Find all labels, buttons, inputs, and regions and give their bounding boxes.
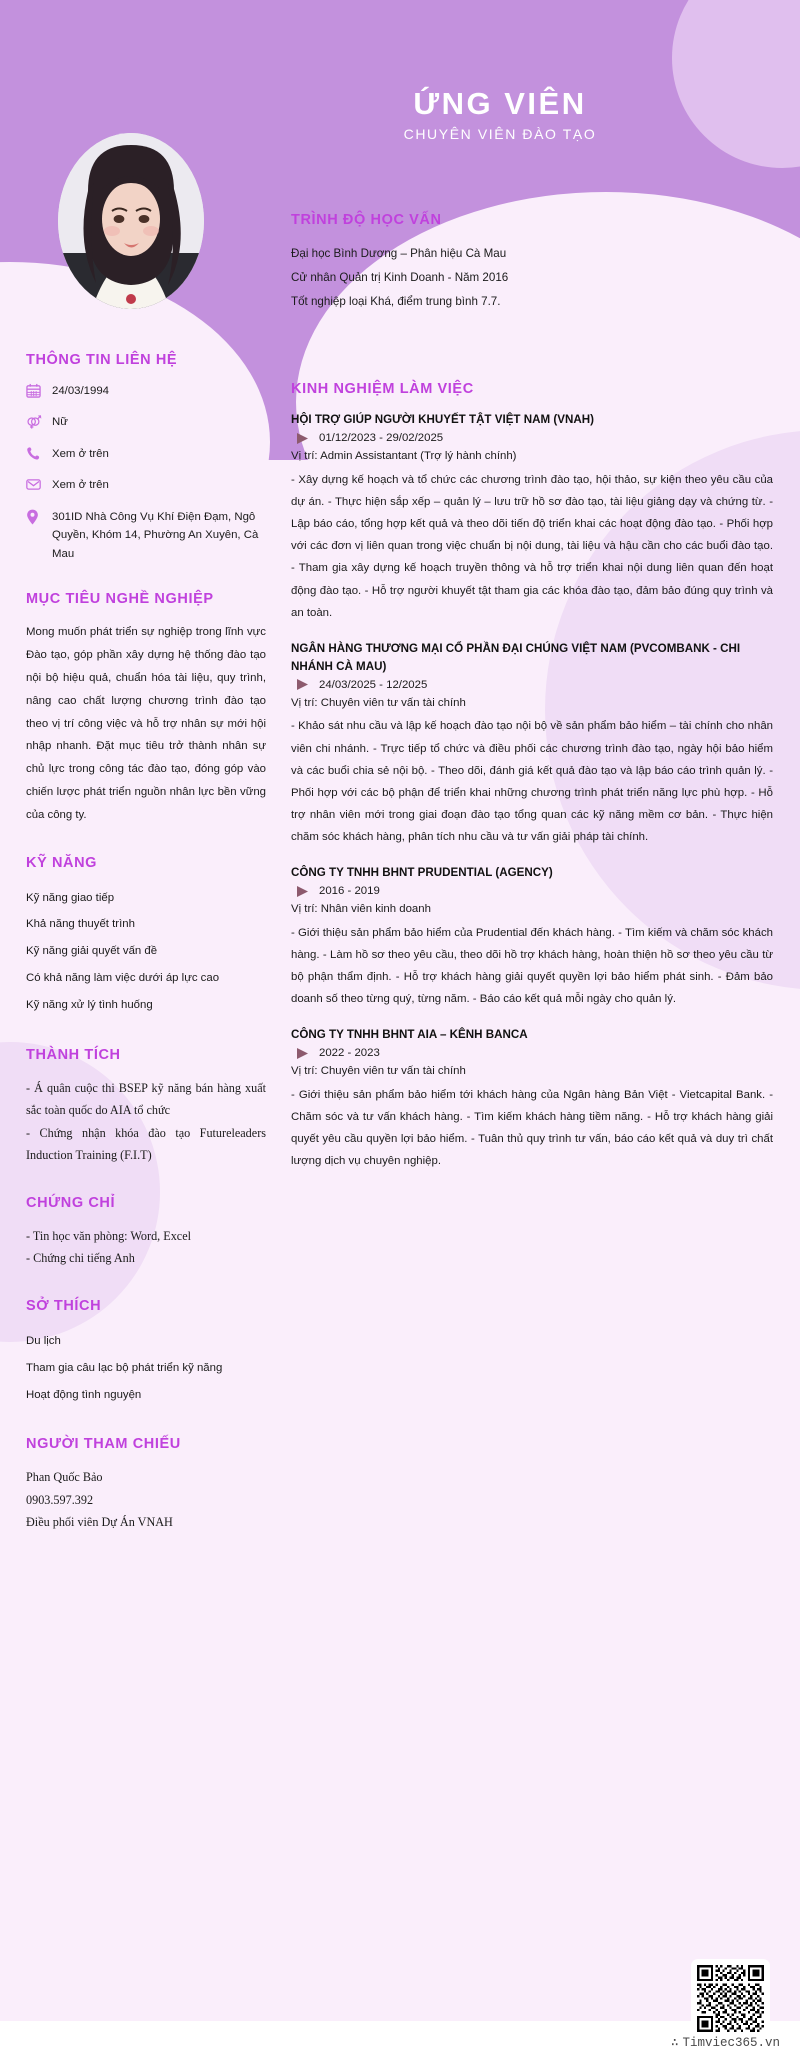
experience-item: [291, 1026, 773, 1172]
contact-value: 301ID Nhà Công Vụ Khí Điện Đạm, Ngô Quyền, Khóm 14, Phường An Xuyên, Cà Mau: [52, 510, 259, 560]
location-icon: [26, 508, 52, 525]
job-date: 24/03/2025 - 12/2025: [319, 678, 428, 691]
reference-line: Phan Quốc Bảo: [26, 1470, 103, 1485]
experience-item: [291, 864, 773, 1010]
sidebar-column: [26, 352, 266, 1562]
gender-icon: [26, 413, 52, 430]
hobbies-title: SỞ THÍCH: [26, 1297, 102, 1314]
job-date: 2022 - 2023: [319, 1047, 380, 1060]
education-line: Cử nhân Quản trị Kinh Doanh - Năm 2016: [291, 270, 509, 284]
education-line: Tốt nghiệp loại Khá, điểm trung bình 7.7.: [291, 294, 501, 308]
contact-value: Xem ở trên: [52, 447, 109, 460]
avatar-portrait-icon: [58, 133, 204, 309]
contact-item-address: [26, 508, 266, 563]
contact-value: Nữ: [52, 416, 68, 429]
brand-name: Timviec365.vn: [682, 2036, 780, 2050]
calendar-icon: [26, 382, 52, 398]
job-date-row: [291, 885, 773, 897]
play-triangle-icon: [291, 886, 319, 897]
list-item: Khả năng thuyết trình: [26, 918, 135, 931]
job-company: HỘI TRỢ GIÚP NGƯỜI KHUYẾT TẬT VIỆT NAM (VNAH): [291, 413, 594, 427]
references-section: [26, 1436, 266, 1534]
experience-section: [291, 381, 773, 1172]
education-title: TRÌNH ĐỘ HỌC VẤN: [291, 212, 442, 228]
contact-item-email[interactable]: [26, 476, 266, 494]
job-company: NGÂN HÀNG THƯƠNG MẠI CỔ PHẦN ĐẠI CHÚNG VIỆT NAM (PVCOMBANK - CHI NHÁNH CÀ MAU): [291, 641, 741, 673]
job-description: - Giới thiệu sản phẩm bảo hiểm của Prudential đến khách hàng. - Tìm kiếm và chăm sóc khách hàng. - Làm hồ sơ theo yêu cầu, theo dõi hồ trợ khách hàng, hoàn thiện hồ sơ theo yêu cầu từ bộ phận thẩm định. - Hỗ trợ khách hàng giải quyết quyền lợi bảo hiểm phát sinh. - Đảm bảo doanh số theo từng quý, từng năm. - Báo cáo kết quả mỗi ngày cho quản lý.: [291, 926, 773, 1006]
objective-title: MỤC TIÊU NGHỀ NGHIỆP: [26, 591, 214, 608]
list-item: Hoạt động tình nguyện: [26, 1388, 142, 1401]
list-item: - Chứng nhận khóa đào tạo Futureleaders Induction Training (F.I.T): [26, 1125, 266, 1163]
job-description: - Giới thiệu sản phẩm bảo hiểm tới khách hàng của Ngân hàng Bản Việt - Vietcapital Bank. - Chăm sóc và tư vấn khách hàng. - Tìm kiếm khách hàng tiềm năng. - Hỗ trợ khách hàng giải quyết yêu cầu quyền lợi bảo hiểm. - Tuân thủ quy trình tư vấn, báo cáo kết quả và duy trì chất lượng dịch vụ chuyên nghiệp.: [291, 1088, 773, 1168]
job-role: Vị trí: Chuyên viên tư vấn tài chính: [291, 1065, 466, 1078]
list-item: Có khả năng làm việc dưới áp lực cao: [26, 971, 220, 984]
contact-item-phone[interactable]: [26, 445, 266, 463]
contact-section: [26, 352, 266, 563]
contact-item-gender: [26, 413, 266, 431]
main-column: [291, 212, 773, 1200]
references-title: NGƯỜI THAM CHIẾU: [26, 1436, 181, 1453]
achievements-section: [26, 1047, 266, 1167]
job-company: CÔNG TY TNHH BHNT PRUDENTIAL (AGENCY): [291, 866, 553, 880]
job-description: - Khảo sát nhu cầu và lập kế hoạch đào tạo nội bộ về sản phẩm bảo hiểm – tài chính cho nhân viên chi nhánh. - Trực tiếp tổ chức và điều phối các chương trình đào tạo, ngày hội bảo hiểm và các buổi chia sẻ nội bộ. - Theo dõi, đánh giá kết quả đào tạo và lập báo cáo trình quản lý. - Phối hợp với các bộ phận để triển khai những chương trình phát triển năng lực phù hợp. - Hỗ trợ nhân viên mới trong giai đoạn đào tạo tổng quan các kỹ năng mềm cơ bản. - Thực hiện chăm sóc khách hàng, phân tích nhu cầu và tư vấn giải pháp tài chính.: [291, 720, 773, 844]
skills-section: [26, 855, 266, 1019]
job-description: - Xây dựng kế hoạch và tổ chức các chương trình đào tạo, hội thảo, sự kiện theo yêu cầu của dự án. - Thực hiện sắp xếp – quản lý – lưu trữ hồ sơ đào tạo, tài liệu giảng dạy và chứng từ. - Lập báo cáo, tổng hợp kết quả và theo dõi tiến độ triển khai các hoạt động đào tạo. - Phối hợp với các đơn vị liên quan trong việc chuẩn bị nội dung, tài liệu và hậu cần cho các buổi đào tạo. - Tham gia xây dựng kế hoạch truyền thông và hỗ trợ triển khai nội dung liên quan đến hoạt động đào tạo. - Hỗ trợ người khuyết tật tham gia các khóa đào tạo, đảm bảo đúng quy trình và an toàn.: [291, 473, 773, 619]
contact-value: 24/03/1994: [52, 385, 110, 397]
list-item: Du lịch: [26, 1334, 61, 1347]
avatar: [58, 133, 204, 309]
contact-title: THÔNG TIN LIÊN HỆ: [26, 352, 178, 368]
list-item: Kỹ năng giải quyết vấn đề: [26, 945, 158, 958]
play-triangle-icon: [291, 1048, 319, 1059]
education-line: Đại học Bình Dương – Phân hiệu Cà Mau: [291, 247, 507, 260]
education-section: [291, 212, 773, 313]
experience-item: [291, 640, 773, 848]
contact-item-birthdate: [26, 382, 266, 400]
job-company: CÔNG TY TNHH BHNT AIA – KÊNH BANCA: [291, 1028, 528, 1042]
brand-footer[interactable]: [0, 2034, 780, 2050]
job-date: 01/12/2023 - 29/02/2025: [319, 432, 444, 445]
experience-item: [291, 411, 773, 624]
phone-icon: [26, 445, 52, 461]
skills-title: KỸ NĂNG: [26, 854, 98, 871]
list-item: - Tin học văn phòng: Word, Excel: [26, 1228, 192, 1243]
objective-section: [26, 591, 266, 826]
certificates-section: [26, 1195, 266, 1270]
reference-line: Điều phối viên Dự Án VNAH: [26, 1515, 173, 1530]
job-date-row: [291, 679, 773, 691]
job-role: Vị trí: Nhân viên kinh doanh: [291, 903, 431, 916]
job-date-row: [291, 1047, 773, 1059]
objective-text: Mong muốn phát triển sự nghiệp trong lĩnh vực Đào tạo, góp phần xây dựng hệ thống đào tạo nội bộ hiệu quả, chuẩn hóa tài liệu, quy trình, nâng cao chất lượng chương trình đào tạo theo vị trí công việc và hỗ trợ nhân sự mới hội nhập nhanh. Đặt mục tiêu trở thành nhân sự chủ lực trong công tác đào tạo, đóng góp vào chiến lược phát triển nguồn nhân lực bền vững của công ty.: [26, 626, 266, 821]
qr-code-icon[interactable]: [691, 1959, 770, 2038]
contact-value: Xem ở trên: [52, 479, 109, 492]
list-item: - Á quân cuộc thi BSEP kỹ năng bán hàng xuất sắc toàn quốc do AIA tổ chức: [26, 1080, 266, 1118]
brand-dots-icon: ∴: [670, 2036, 679, 2050]
certificates-title: CHỨNG CHỈ: [26, 1194, 116, 1211]
list-item: Kỹ năng giao tiếp: [26, 891, 115, 904]
experience-title: KINH NGHIỆM LÀM VIỆC: [291, 381, 474, 398]
list-item: Tham gia câu lạc bộ phát triển kỹ năng: [26, 1361, 223, 1374]
reference-line: 0903.597.392: [26, 1492, 94, 1507]
play-triangle-icon: [291, 433, 319, 444]
job-date: 2016 - 2019: [319, 885, 380, 898]
job-role: Vị trí: Chuyên viên tư vấn tài chính: [291, 696, 466, 709]
email-icon: [26, 476, 52, 492]
page-title: ỨNG VIÊN: [413, 86, 587, 121]
page-subtitle: CHUYÊN VIÊN ĐÀO TẠO: [403, 126, 597, 142]
job-role: Vị trí: Admin Assistantant (Trợ lý hành chính): [291, 450, 517, 463]
hobbies-section: [26, 1298, 266, 1408]
achievements-title: THÀNH TÍCH: [26, 1046, 121, 1063]
qr-code-matrix: [697, 1965, 764, 2032]
list-item: - Chứng chi tiếng Anh: [26, 1251, 135, 1266]
play-triangle-icon: [291, 679, 319, 690]
job-date-row: [291, 432, 773, 444]
list-item: Kỹ năng xử lý tình huống: [26, 998, 153, 1011]
